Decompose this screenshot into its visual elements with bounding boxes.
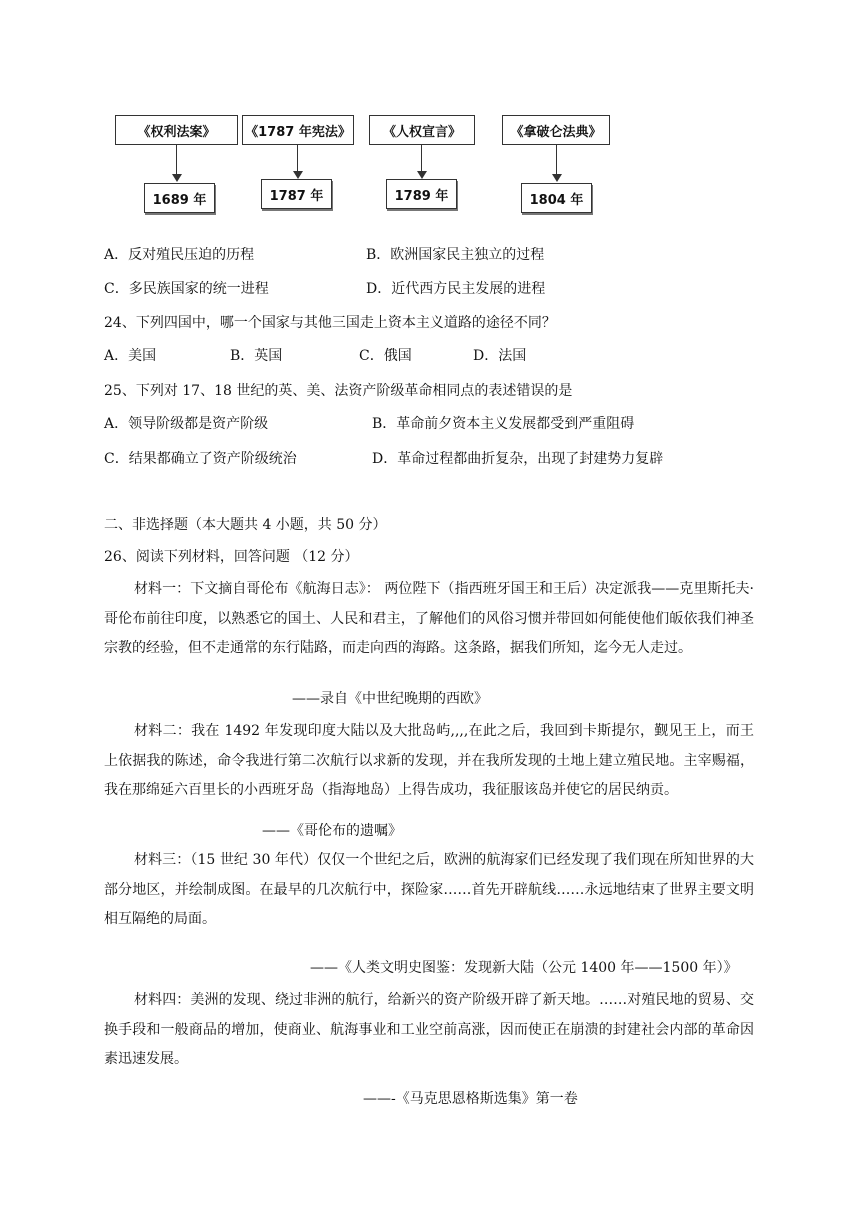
q25-stem: 25、下列对 17、18 世纪的英、美、法资产阶级革命相同点的表述错误的是 bbox=[104, 383, 573, 399]
arrow-down-icon bbox=[297, 145, 298, 177]
q25-option-d: D．革命过程都曲折复杂，出现了封建势力复辟 bbox=[372, 451, 664, 467]
section-heading: 二、非选择题（本大题共 4 小题，共 50 分） bbox=[104, 517, 387, 533]
q24-option-b: B．英国 bbox=[230, 348, 283, 364]
material-3: 材料三：（15 世纪 30 年代）仅仅一个世纪之后，欧洲的航海家们已经发现了我们现在所知世界的大部分地区，并绘制成图。在最早的几次航行中，探险家……首先开辟航线……永远地结束了世界主要文明相互隔绝的局面。 bbox=[104, 852, 754, 927]
timeline-diagram bbox=[0, 0, 860, 230]
material-2: 材料二：我在 1492 年发现印度大陆以及大批岛屿,,,,在此之后，我回到卡斯提尔，觐见王上，而王上依据我的陈述，命令我进行第二次航行以求新的发现，并在我所发现的土地上建立殖民地。主宰赐福，我在那绵延六百里长的小西班牙岛（指海地岛）上得告成功，我征服该岛并使它的居民纳贡。 bbox=[104, 723, 754, 798]
material-1-source: ——录自《中世纪晚期的西欧》 bbox=[292, 691, 488, 707]
doc-box-1787-constitution: 《1787 年宪法》 bbox=[242, 115, 354, 145]
q23-option-b: B．欧洲国家民主独立的过程 bbox=[366, 247, 545, 263]
year-box-1804: 1804 年 bbox=[521, 183, 592, 213]
q24-option-d: D．法国 bbox=[473, 348, 527, 364]
q23-option-a: A．反对殖民压迫的历程 bbox=[104, 247, 255, 263]
q25-option-c: C．结果都确立了资产阶级统治 bbox=[104, 451, 297, 467]
material-4-source: ——-《马克思恩格斯选集》第一卷 bbox=[363, 1091, 578, 1107]
q24-option-a: A．美国 bbox=[104, 348, 157, 364]
q23-option-d: D．近代西方民主发展的进程 bbox=[366, 281, 546, 297]
q25-option-a: A．领导阶级都是资产阶级 bbox=[104, 416, 269, 432]
doc-box-napoleonic-code: 《拿破仑法典》 bbox=[502, 115, 610, 145]
material-4: 材料四：美洲的发现、绕过非洲的航行，给新兴的资产阶级开辟了新天地。……对殖民地的贸易、交换手段和一般商品的增加，使商业、航海事业和工业空前高涨，因而使正在崩溃的封建社会内部的革命因素迅速发展。 bbox=[104, 992, 754, 1067]
year-box-1689: 1689 年 bbox=[144, 183, 215, 213]
arrow-down-icon bbox=[421, 145, 422, 177]
doc-box-declaration-of-rights: 《人权宣言》 bbox=[369, 115, 475, 145]
q23-option-c: C．多民族国家的统一进程 bbox=[104, 281, 269, 297]
material-1: 材料一：下文摘自哥伦布《航海日志》： 两位陛下（指西班牙国王和王后）决定派我——克里斯托夫·哥伦布前往印度，以熟悉它的国土、人民和君主，了解他们的风俗习惯并带回如何能使他们皈依我们神圣宗教的经验，但不走通常的东行陆路，而走向西的海路。这条路，据我们所知，迄今无人走过。 bbox=[104, 581, 754, 656]
q24-option-c: C．俄国 bbox=[359, 348, 412, 364]
year-box-1787: 1787 年 bbox=[261, 179, 332, 209]
material-3-source: ——《人类文明史图鉴：发现新大陆（公元 1400 年——1500 年）》 bbox=[310, 960, 738, 976]
arrow-down-icon bbox=[176, 145, 177, 180]
year-box-1789: 1789 年 bbox=[386, 179, 457, 209]
material-2-source: ——《哥伦布的遗嘱》 bbox=[262, 823, 402, 839]
q25-option-b: B．革命前夕资本主义发展都受到严重阻碍 bbox=[372, 416, 635, 432]
arrow-down-icon bbox=[556, 145, 557, 180]
q26-stem: 26、阅读下列材料，回答问题 （12 分） bbox=[104, 549, 359, 565]
q24-stem: 24、下列四国中，哪一个国家与其他三国走上资本主义道路的途径不同？ bbox=[104, 315, 556, 331]
doc-box-bill-of-rights: 《权利法案》 bbox=[115, 115, 238, 145]
